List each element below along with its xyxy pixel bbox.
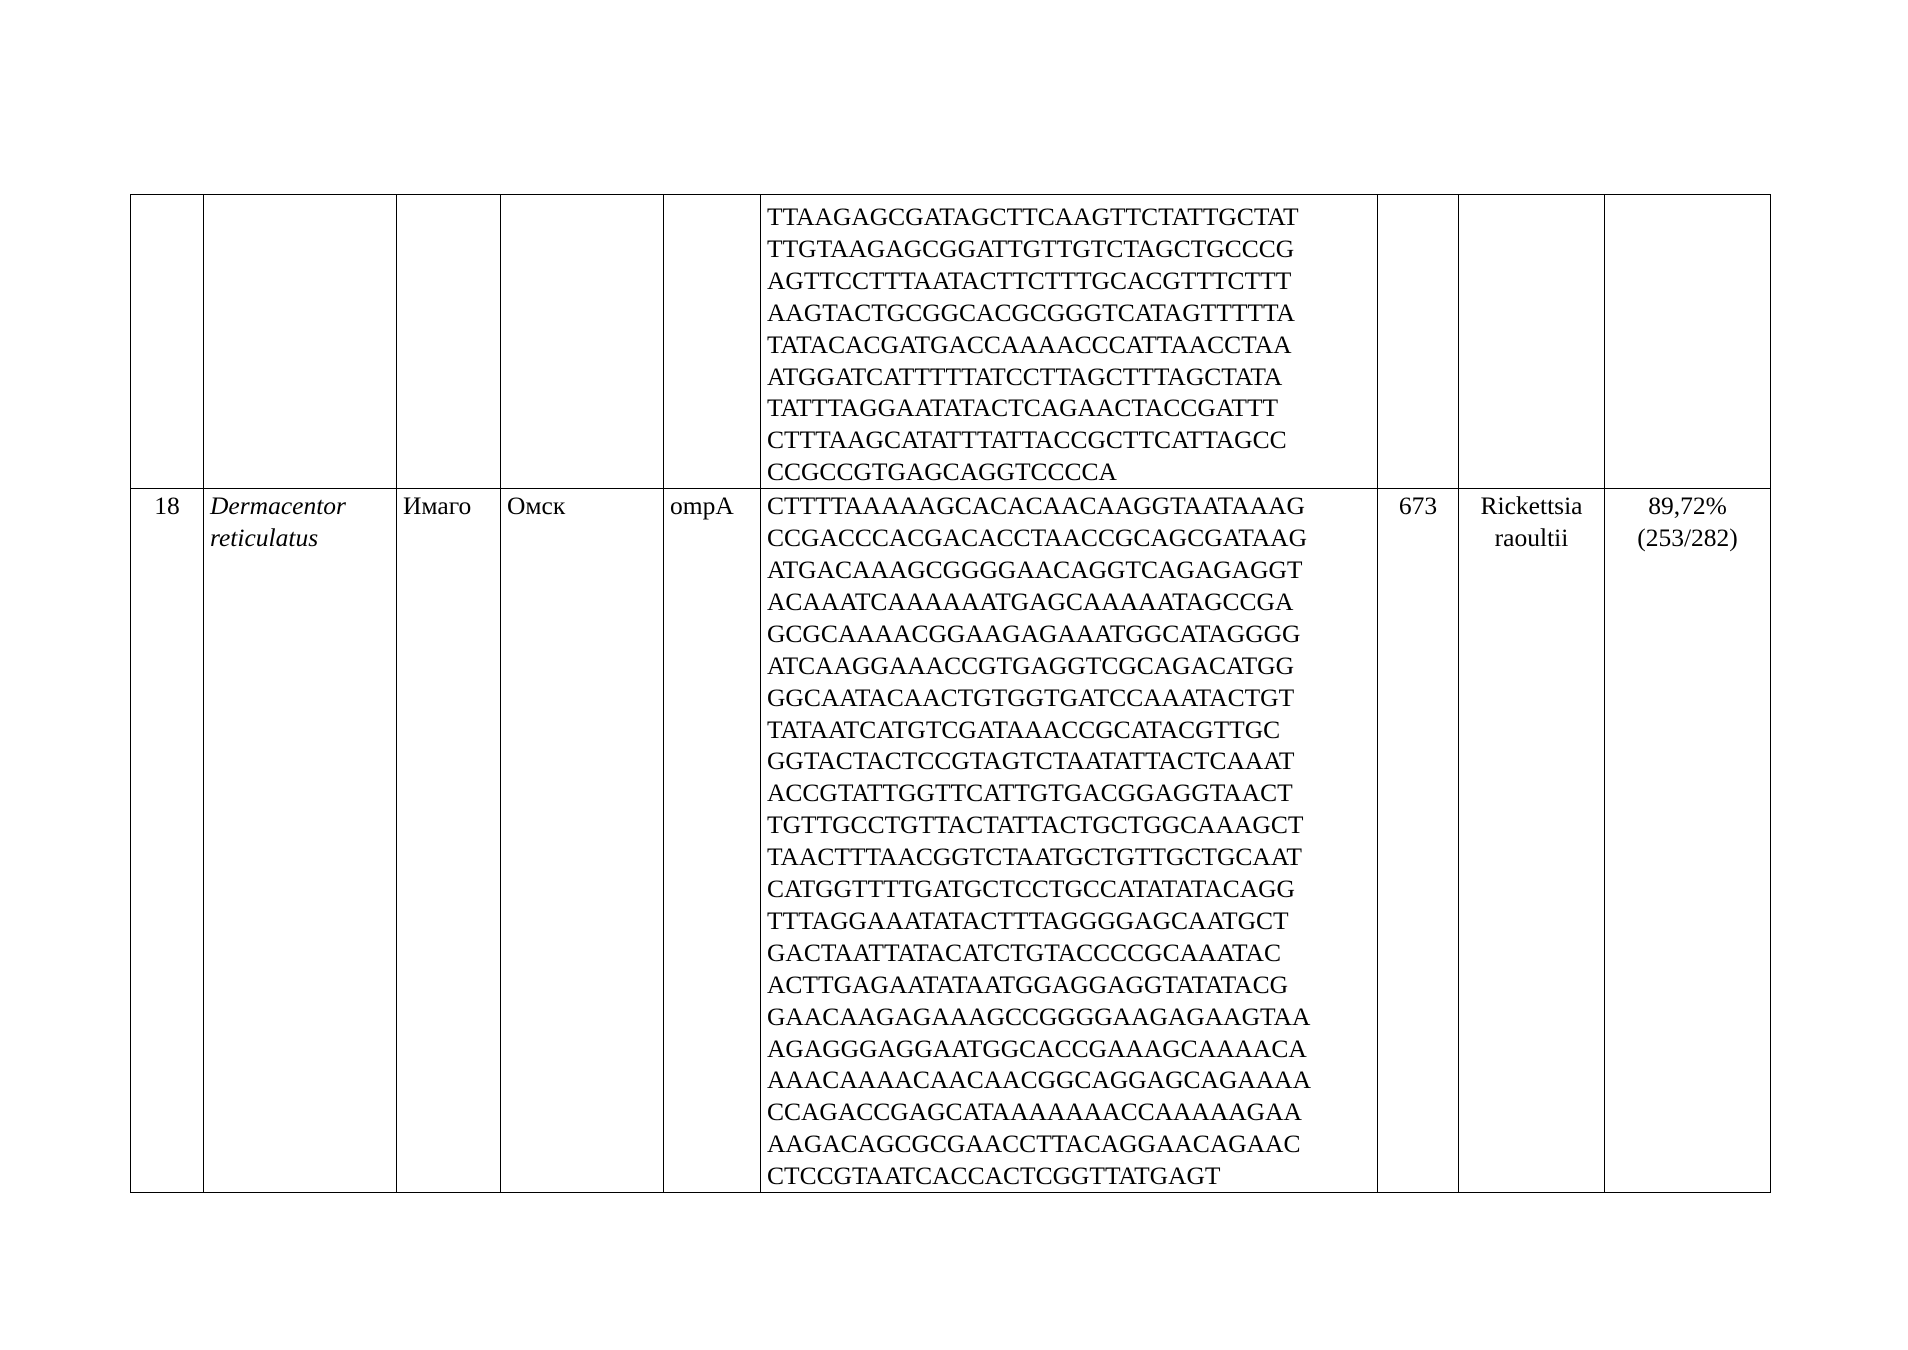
sequence-line: GCGCAAAACGGAAGAGAAATGGCATAGGGG <box>767 618 1301 648</box>
sequence-line: AGTTCCTTTAATACTTCTTTGCACGTTTCTTT <box>767 265 1292 295</box>
sequence-line: ATGACAAAGCGGGGAACAGGTCAGAGAGGT <box>767 554 1303 584</box>
sequence-line: GGCAATACAACTGTGGTGATCCAAATACTGT <box>767 682 1295 712</box>
identity-value <box>1605 489 1771 1193</box>
developmental-stage: Имаго <box>397 489 501 1193</box>
sequence-line: CTCCGTAATCACCACTCGGTTATGAGT <box>767 1161 1221 1191</box>
sequence-line: TATTTAGGAATATACTCAGAACTACCGATTT <box>767 393 1279 423</box>
sequence-line: ATCAAGGAAACCGTGAGGTCGCAGACATGG <box>767 650 1295 680</box>
organism-genus: Rickettsia <box>1480 491 1583 521</box>
sequence-line: AAGTACTGCGGCACGCGGGTCATAGTTTTTA <box>767 297 1295 327</box>
sequence-line: TTTAGGAAATATACTTTAGGGGAGCAATGCT <box>767 905 1289 935</box>
organism-cell-empty <box>1459 195 1605 489</box>
sequence-line: AAGACAGCGCGAACCTTACAGGAACAGAAC <box>767 1129 1301 1159</box>
collection-location: Омск <box>501 489 664 1193</box>
sequence-line: ACCGTATTGGTTCATTGTGACGGAGGTAACT <box>767 778 1293 808</box>
sequence-line: CCGCCGTGAGCAGGTCCCCA <box>767 457 1117 487</box>
sequence-line: AAACAAAACAACAACGGCAGGAGCAGAAAA <box>767 1065 1312 1095</box>
identity-cell-empty <box>1605 195 1771 489</box>
sequence-line: TTGTAAGAGCGGATTGTTGTCTAGCTGCCCG <box>767 233 1295 263</box>
sequence-line: GAACAAGAGAAAGCCGGGGAAGAGAAGTAA <box>767 1001 1311 1031</box>
sequence-line: GACTAATTATACATCTGTACCCCGCAAATAC <box>767 937 1281 967</box>
number-cell-empty <box>131 195 204 489</box>
sequence-line: TATAATCATGTCGATAAACCGCATACGTTGC <box>767 714 1281 744</box>
identity-percent: 89,72% <box>1648 491 1727 521</box>
sequence-line: CTTTAAGCATATTTATTACCGCTTCATTAGCC <box>767 425 1287 455</box>
sequence-line: GGTACTACTCCGTAGTCTAATATTACTCAAAT <box>767 746 1295 776</box>
sequence-length: 673 <box>1378 489 1459 1193</box>
sequence-line: CCGACCCACGACACCTAACCGCAGCGATAAG <box>767 523 1307 553</box>
species-genus: Dermacentor <box>210 491 346 521</box>
location-cell-empty <box>501 195 664 489</box>
sequence-line: ATGGATCATTTTTATCCTTAGCTTTAGCTATA <box>767 361 1283 391</box>
sequence-line: ACTTGAGAATATAATGGAGGAGGTATATACG <box>767 969 1289 999</box>
sequence-line: TTAAGAGCGATAGCTTCAAGTTCTATTGCTAT <box>767 202 1299 231</box>
sequence-cell <box>761 489 1378 1193</box>
length-cell-empty <box>1378 195 1459 489</box>
sequence-line: AGAGGGAGGAATGGCACCGAAAGCAAAACA <box>767 1033 1307 1063</box>
sequence-line: TGTTGCCTGTTACTATTACTGCTGGCAAAGCT <box>767 810 1304 840</box>
species-epithet: reticulatus <box>210 523 319 553</box>
sequence-line: TATACACGATGACCAAAACCCATTAACCTAA <box>767 329 1292 359</box>
table-row-18 <box>131 489 1771 1193</box>
gene-cell-empty <box>664 195 761 489</box>
sequence-cell <box>761 195 1378 489</box>
identity-ratio: (253/282) <box>1637 523 1738 553</box>
gene-name: ompA <box>664 489 761 1193</box>
sequence-line: CCAGACCGAGCATAAAAAAACCAAAAAGAA <box>767 1097 1302 1127</box>
organism-name <box>1459 489 1605 1193</box>
organism-species: raoultii <box>1494 523 1569 553</box>
sequence-line: CATGGTTTTGATGCTCCTGCCATATATACAGG <box>767 874 1295 904</box>
stage-cell-empty <box>397 195 501 489</box>
results-table <box>130 194 1771 1193</box>
row-number: 18 <box>131 489 204 1193</box>
species-cell-empty <box>204 195 397 489</box>
sequence-line: TAACTTTAACGGTCTAATGCTGTTGCTGCAAT <box>767 842 1303 872</box>
species-name <box>204 489 397 1193</box>
sequence-line: CTTTTAAAAAGCACACAACAAGGTAATAAAG <box>767 491 1305 521</box>
continuation-row <box>131 195 1771 489</box>
sequence-line: ACAAATCAAAAAATGAGCAAAAATAGCCGA <box>767 586 1294 616</box>
